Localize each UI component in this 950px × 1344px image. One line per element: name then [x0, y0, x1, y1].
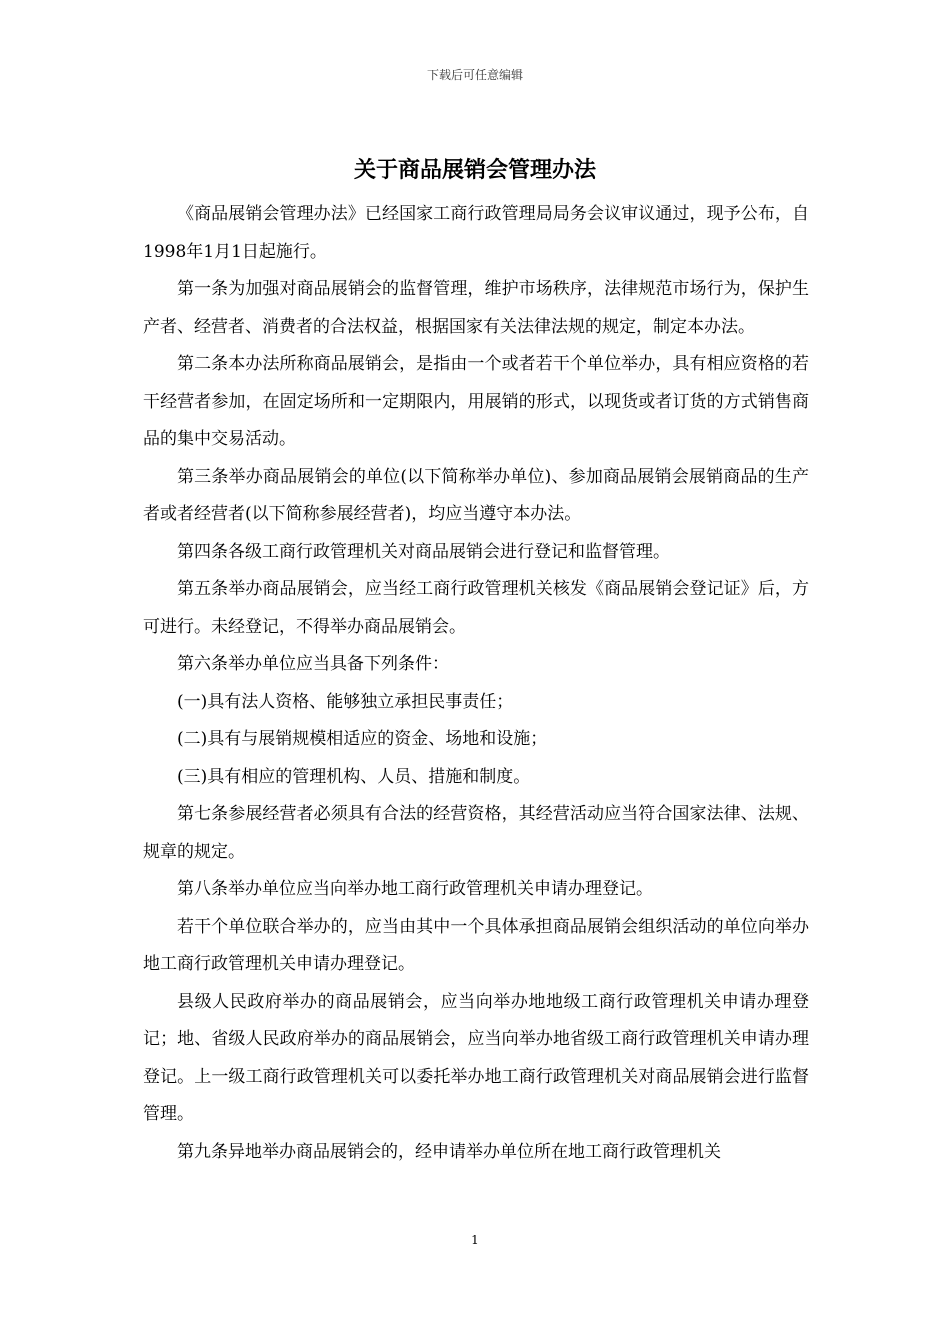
- paragraph: 县级人民政府举办的商品展销会，应当向举办地地级工商行政管理机关申请办理登记；地、省级人民政府举办的商品展销会，应当向举办地省级工商行政管理机关申请办理登记。上一级工商行政管理机关可以委托举办地工商行政管理机关对商品展销会进行监督管理。: [143, 991, 809, 1124]
- paragraph: 第四条各级工商行政管理机关对商品展销会进行登记和监督管理。: [177, 541, 670, 562]
- paragraph: 第七条参展经营者必须具有合法的经营资格，其经营活动应当符合国家法律、法规、规章的规定。: [143, 804, 809, 862]
- paragraph: 第五条举办商品展销会，应当经工商行政管理机关核发《商品展销会登记证》后，方可进行。未经登记，不得举办商品展销会。: [143, 579, 809, 637]
- paragraph: 第九条异地举办商品展销会的，经申请举办单位所在地工商行政管理机关: [177, 1141, 721, 1162]
- page-header: 下载后可任意编辑: [426, 68, 523, 82]
- page-number: 1: [471, 1233, 479, 1247]
- paragraph: 第二条本办法所称商品展销会，是指由一个或者若干个单位举办，具有相应资格的若干经营者参加，在固定场所和一定期限内，用展销的形式，以现货或者订货的方式销售商品的集中交易活动。: [143, 354, 809, 449]
- document-body: [143, 196, 809, 1171]
- list-item: (二)具有与展销规模相适应的资金、场地和设施；: [177, 729, 548, 749]
- list-item: (三)具有相应的管理机构、人员、措施和制度。: [177, 766, 531, 787]
- paragraph: 《商品展销会管理办法》已经国家工商行政管理局局务会议审议通过，现予公布，自1998年1月1日起施行。: [143, 204, 809, 262]
- paragraph: 第一条为加强对商品展销会的监督管理，维护市场秩序，法律规范市场行为，保护生产者、经营者、消费者的合法权益，根据国家有关法律法规的规定，制定本办法。: [143, 279, 809, 337]
- paragraph: 第六条举办单位应当具备下列条件：: [177, 654, 449, 674]
- paragraph: 第八条举办单位应当向举办地工商行政管理机关申请办理登记。: [177, 879, 653, 899]
- list-item: (一)具有法人资格、能够独立承担民事责任；: [177, 691, 514, 712]
- paragraph: 第三条举办商品展销会的单位(以下简称举办单位)、参加商品展销会展销商品的生产者或者经营者(以下简称参展经营者)，均应当遵守本办法。: [143, 466, 809, 524]
- paragraph: 若干个单位联合举办的，应当由其中一个具体承担商品展销会组织活动的单位向举办地工商行政管理机关申请办理登记。: [143, 916, 809, 974]
- document-title: 关于商品展销会管理办法: [353, 157, 596, 183]
